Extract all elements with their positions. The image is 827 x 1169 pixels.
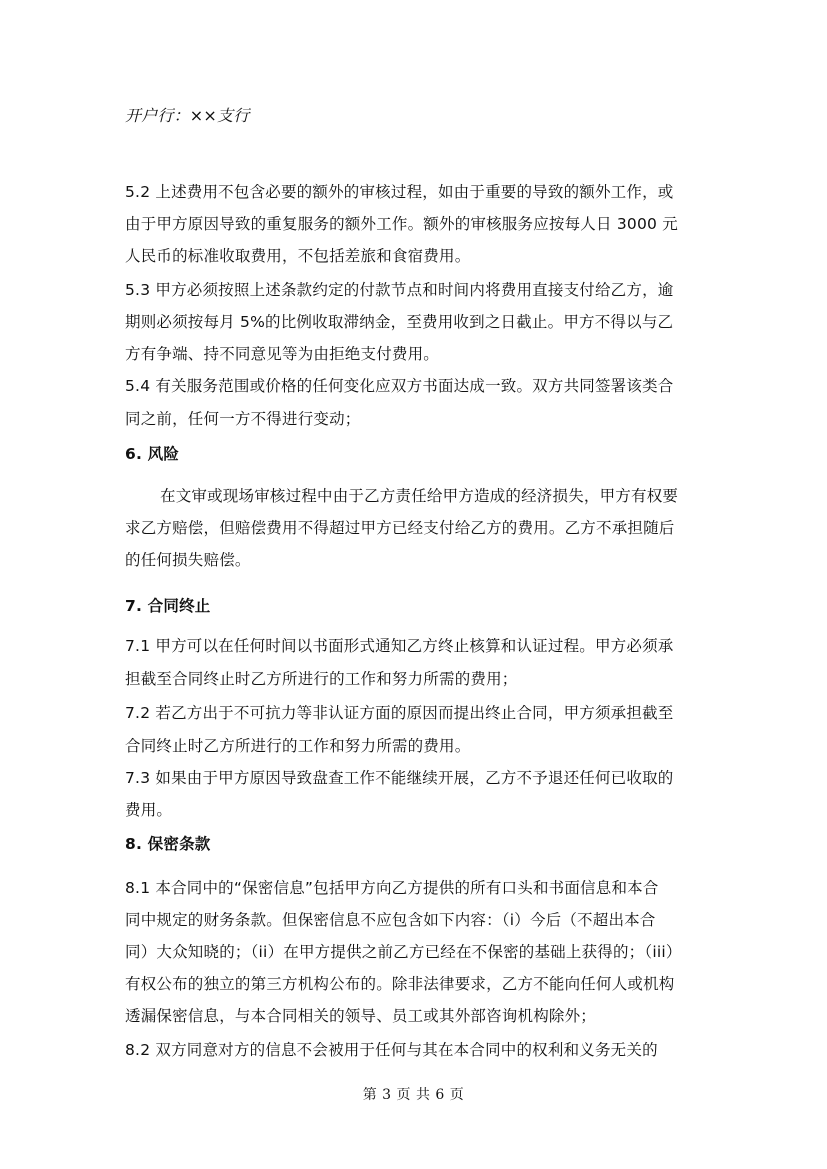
page-number-footer: 第 3 页 共 6 页 [362,1087,465,1103]
clause-7-1-line-1: 7.1 甲方可以在任何时间以书面形式通知乙方终止核算和认证过程。甲方必须承 [125,637,674,655]
clause-8-1-line-5: 透漏保密信息，与本合同相关的领导、员工或其外部咨询机构除外； [125,1007,597,1025]
section-6-line-2: 求乙方赔偿，但赔偿费用不得超过甲方已经支付给乙方的费用。乙方不承担随后 [125,519,675,537]
clause-7-2-line-1: 7.2 若乙方出于不可抗力等非认证方面的原因而提出终止合同，甲方须承担截至 [125,704,674,722]
clause-5-2-line-3: 人民币的标准收取费用，不包括差旅和食宿费用。 [125,247,471,265]
clause-5-3-line-2: 期则必须按每月 5%的比例收取滞纳金，至费用收到之日截止。甲方不得以与乙 [125,313,674,331]
clause-5-3-line-1: 5.3 甲方必须按照上述条款约定的付款节点和时间内将费用直接支付给乙方，逾 [125,281,674,299]
clause-7-3-line-1: 7.3 如果由于甲方原因导致盘查工作不能继续开展，乙方不予退还任何已收取的 [125,769,674,787]
clause-7-2-line-2: 合同终止时乙方所进行的工作和努力所需的费用。 [125,737,471,755]
clause-8-2-line-1: 8.2 双方同意对方的信息不会被用于任何与其在本合同中的权利和义务无关的 [125,1041,658,1059]
clause-8-1-line-4: 有权公布的独立的第三方机构公布的。除非法律要求，乙方不能向任何人或机构 [125,975,675,993]
clause-5-4-line-1: 5.4 有关服务范围或价格的任何变化应双方书面达成一致。双方共同签署该类合 [125,377,674,395]
section-7-title: 7. 合同终止 [125,597,211,615]
section-8-title: 8. 保密条款 [125,835,211,853]
section-6-title: 6. 风险 [125,445,180,463]
clause-8-1-line-2: 同中规定的财务条款。但保密信息不应包含如下内容：（i）今后（不超出本合 [125,911,656,929]
clause-5-4-line-2: 同之前，任何一方不得进行变动； [125,410,361,428]
bank-line: 开户行：××支行 [125,106,250,125]
clause-8-1-line-1: 8.1 本合同中的“保密信息”包括甲方向乙方提供的所有口头和书面信息和本合 [125,879,659,897]
clause-7-3-line-2: 费用。 [125,801,173,819]
section-6-line-3: 的任何损失赔偿。 [125,551,251,569]
section-6-line-1: 在文审或现场审核过程中由于乙方责任给甲方造成的经济损失，甲方有权要 [160,487,679,505]
clause-5-3-line-3: 方有争端、持不同意见等为由拒绝支付费用。 [125,345,440,363]
clause-7-1-line-2: 担截至合同终止时乙方所进行的工作和努力所需的费用； [125,670,518,688]
clause-8-1-line-3: 同）大众知晓的；（ii）在甲方提供之前乙方已经在不保密的基础上获得的；（iii） [125,943,682,961]
clause-5-2-line-2: 由于甲方原因导致的重复服务的额外工作。额外的审核服务应按每人日 3000 元 [125,215,678,233]
clause-5-2-line-1: 5.2 上述费用不包含必要的额外的审核过程，如由于重要的导致的额外工作，或 [125,183,674,201]
